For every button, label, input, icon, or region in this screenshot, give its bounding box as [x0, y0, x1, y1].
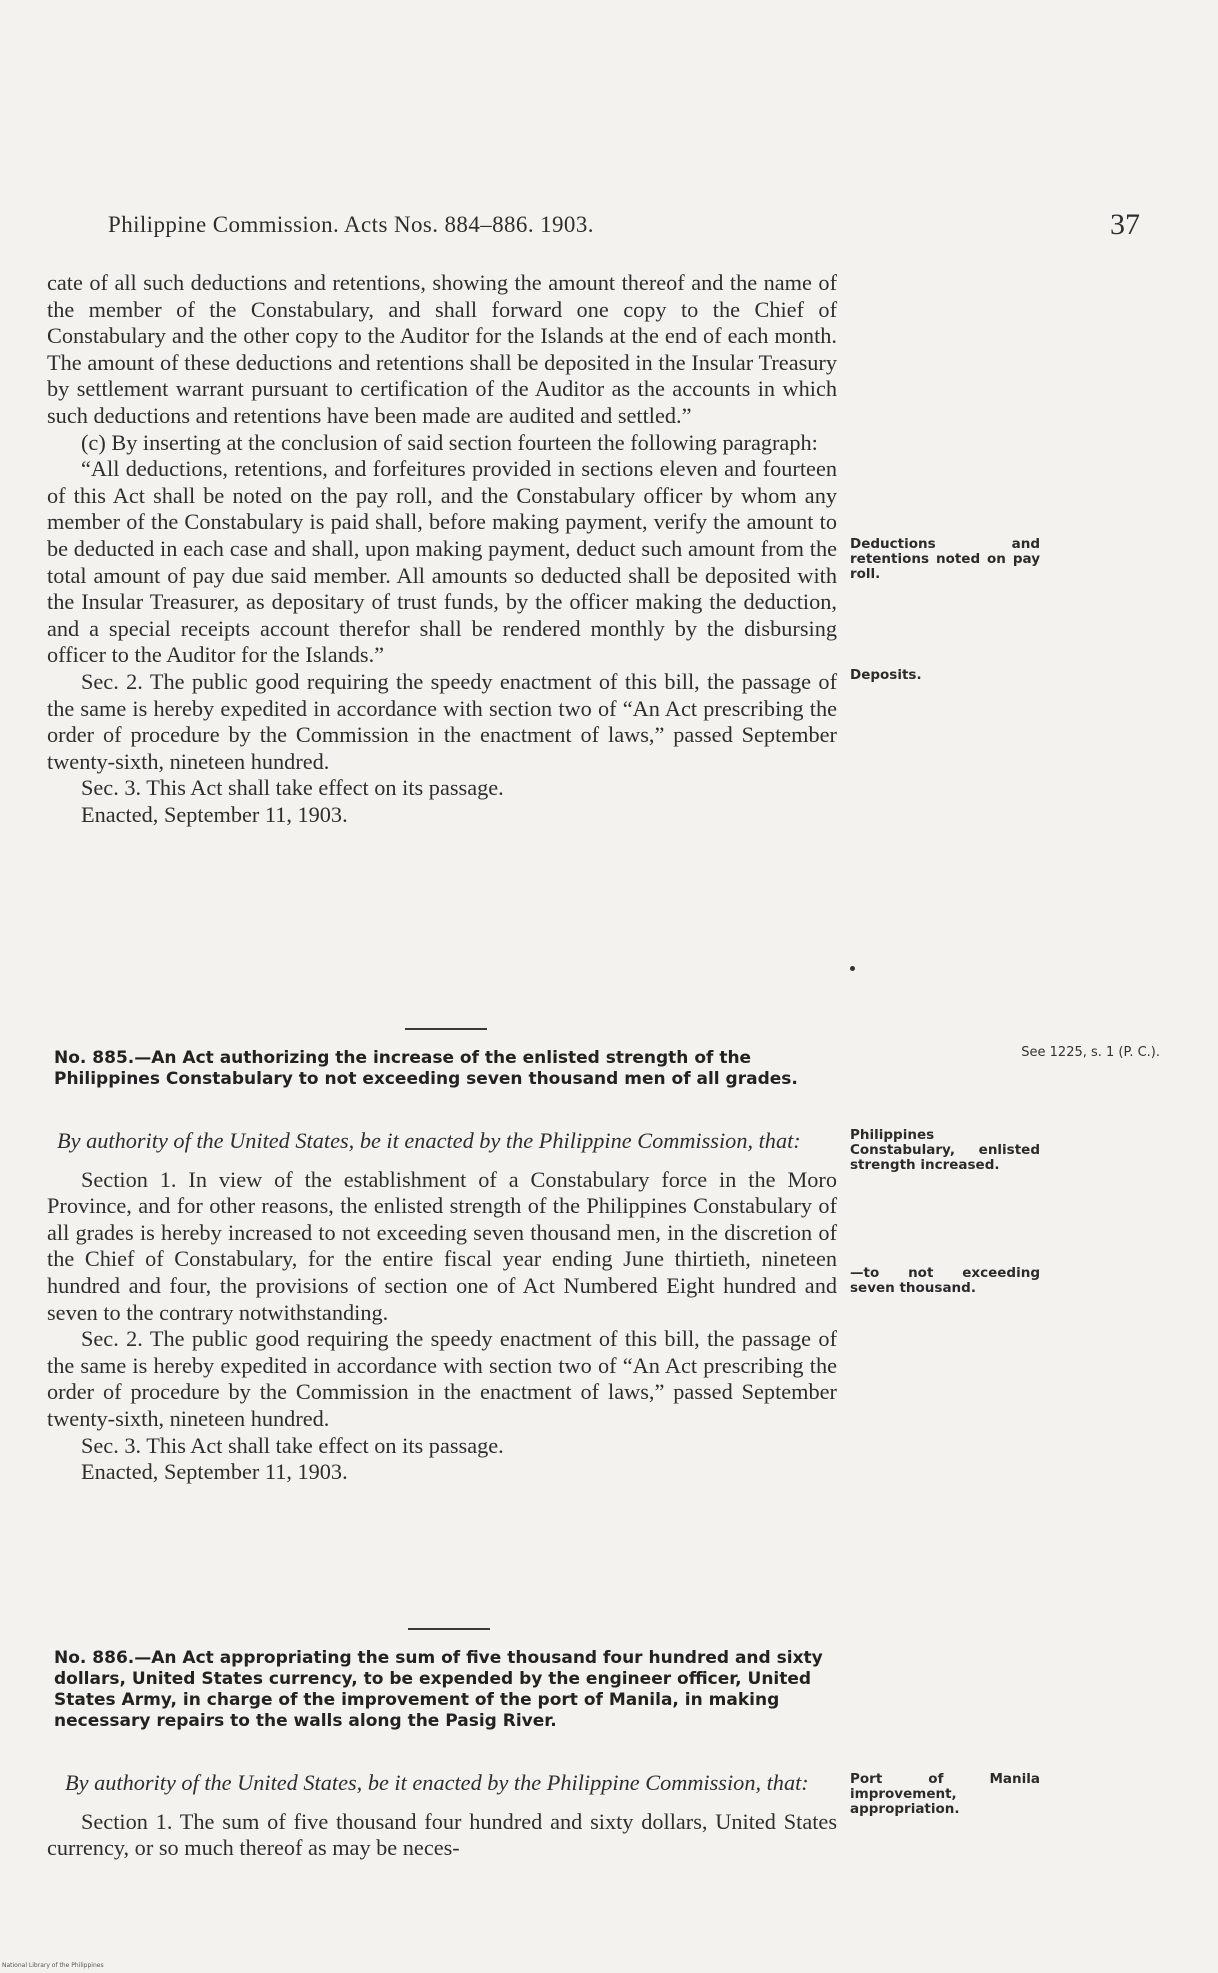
- act-885-body: [47, 1128, 837, 1486]
- act-885-enacted: Enacted, September 11, 1903.: [81, 1459, 348, 1485]
- act-885-title: —An Act authorizing the increase of the enlisted strength of the Philippines Constabulary to not exceeding seven thousand men of all grades.: [54, 1048, 798, 1089]
- margin-note-strength: Philippines Constabulary, enlisted strength increased.: [850, 1127, 1040, 1173]
- act-886-number: No. 886.: [54, 1648, 135, 1668]
- act-885-heading: [54, 1048, 844, 1090]
- margin-note-deposits: Deposits.: [850, 667, 922, 683]
- section-divider: [405, 1028, 487, 1030]
- act-885-number: No. 885.: [54, 1048, 135, 1068]
- block1-enacted: Enacted, September 11, 1903.: [81, 801, 348, 827]
- section-divider: [408, 1628, 490, 1630]
- scan-footer: National Library of the Philippines: [2, 1962, 104, 1969]
- act-885-section-2: Sec. 2. The public good requiring the speedy enactment of this bill, the passage of the same is hereby expedited in accordance with section two of “An Act prescribing the order of procedure by the Commission in the enactment of laws,” passed September twenty-sixth, nineteen hundred.: [47, 1326, 837, 1431]
- block1-para-5: Sec. 3. This Act shall take effect on its passage.: [81, 775, 504, 801]
- act-885-see-ref: See 1225, s. 1 (P. C.).: [1021, 1045, 1160, 1060]
- block1-para-2: (c) By inserting at the conclusion of said section fourteen the following paragraph:: [81, 429, 818, 455]
- margin-note-pay-roll: Deductions and retentions noted on pay roll.: [850, 536, 1040, 582]
- act-885-enacting-clause: By authority of the United States, be it enacted by the Philippine Commission, that:: [57, 1128, 801, 1153]
- act-886-title: —An Act appropriating the sum of five thousand four hundred and sixty dollars, United States currency, to be expended by the engineer officer, United States Army, in charge of the improvement of the port of Manila, in making necessary repairs to the walls along the Pasig River.: [54, 1648, 823, 1731]
- print-speck: [850, 966, 855, 971]
- block1-para-3: “All deductions, retentions, and forfeitures provided in sections eleven and fourteen of this Act shall be noted on the pay roll, and the Constabulary officer by whom any member of the Constabulary is paid shall, before making payment, verify the amount to be deducted in each case and shall, upon making payment, deduct such amount from the total amount of pay due said member. All amounts so deducted shall be deposited with the Insular Treasurer, as depositary of trust funds, by the officer making the deduction, and a special receipts account therefor shall be rendered monthly by the disbursing officer to the Auditor for the Islands.”: [47, 456, 837, 668]
- act-886-body: [47, 1770, 837, 1862]
- margin-note-port-manila: Port of Manila improvement, appropriation.: [850, 1771, 1040, 1817]
- margin-note-seven-thousand: —to not exceeding seven thousand.: [850, 1265, 1040, 1296]
- block1-para-4: Sec. 2. The public good requiring the speedy enactment of this bill, the passage of the same is hereby expedited in accordance with section two of “An Act prescribing the order of procedure by the Commission in the enactment of laws,” passed September twenty-sixth, nineteen hundred.: [47, 668, 837, 774]
- act-886-section-1: Section 1. The sum of five thousand four hundred and sixty dollars, United States currency, or so much thereof as may be neces-: [47, 1808, 837, 1861]
- block1-para-1: cate of all such deductions and retentions, showing the amount thereof and the name of the member of the Constabulary, and shall forward one copy to the Chief of Constabulary and the other copy to the Auditor for the Islands at the end of each month. The amount of these deductions and retentions shall be deposited in the Insular Treasury by settlement warrant pursuant to certification of the Auditor as the accounts in which such deductions and retentions have been made are audited and settled.”: [47, 270, 837, 428]
- act-885-section-1: Section 1. In view of the establishment of a Constabulary force in the Moro Province, and for other reasons, the enlisted strength of the Philippines Constabulary of all grades is hereby increased to not exceeding seven thousand men, in the discretion of the Chief of Constabulary, for the entire fiscal year ending June thirtieth, nineteen hundred and four, the provisions of section one of Act Numbered Eight hundred and seven to the contrary notwithstanding.: [47, 1166, 837, 1325]
- block1-text: [47, 270, 837, 828]
- running-header: [108, 208, 1140, 246]
- act-886-enacting-clause: By authority of the United States, be it enacted by the Philippine Commission, that:: [65, 1770, 809, 1795]
- act-886-heading: [54, 1648, 844, 1732]
- page-number: 37: [1110, 208, 1140, 241]
- act-885-section-3: Sec. 3. This Act shall take effect on its passage.: [81, 1432, 504, 1458]
- header-title: Philippine Commission. Acts Nos. 884–886. 1903.: [108, 212, 594, 237]
